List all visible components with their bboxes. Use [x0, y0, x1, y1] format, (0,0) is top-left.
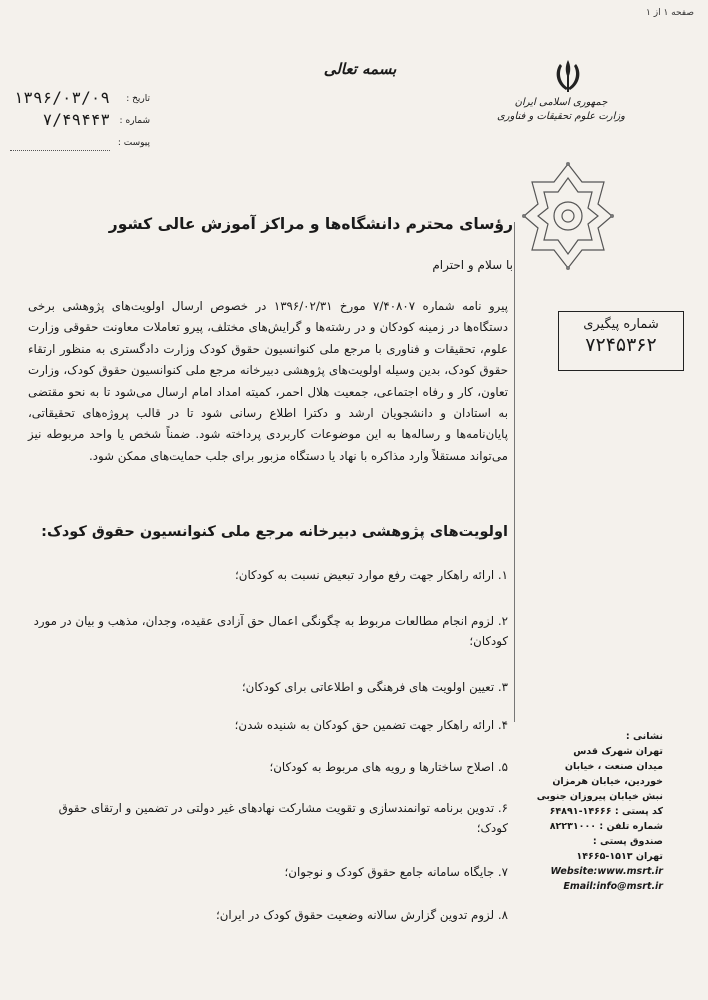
ministry-line-2: وزارت علوم تحقیقات و فناوری: [496, 111, 626, 122]
address-title: نشانی :: [625, 731, 663, 742]
date-value: ۱۳۹۶/۰۳/۰۹: [13, 88, 110, 107]
attachment-line: [10, 150, 110, 151]
vertical-divider: [514, 222, 515, 722]
address-block: [493, 729, 663, 894]
tracking-label: شماره پیگیری: [583, 317, 659, 332]
attachment-row: [10, 134, 150, 156]
address-line: تهران ۱۵۱۳-۱۴۶۶۵: [576, 851, 663, 862]
list-item: ۸. لزوم تدوین گزارش سالانه وضعیت حقوق کودک در ایران؛: [216, 908, 508, 922]
ministry-line-1: جمهوری اسلامی ایران: [514, 97, 608, 108]
date-label: تاریخ :: [126, 94, 150, 104]
priorities-heading: اولویت‌های پژوهشی دبیرخانه مرجع ملی کنوانسیون حقوق کودک:: [41, 524, 508, 540]
number-value: ۷/۴۹۴۴۳: [42, 110, 110, 129]
list-item: ۵. اصلاح ساختارها و رویه های مربوط به کودکان؛: [269, 760, 508, 774]
bismillah: بسمه تعالی: [323, 60, 397, 78]
letter-meta: [10, 90, 150, 156]
list-item: ۲. لزوم انجام مطالعات مربوط به چگونگی اعمال حق آزادی عقیده، وجدان، مذهب و بیان در مورد کودکان؛: [33, 614, 508, 648]
ministry-block: [496, 96, 626, 124]
number-row: [10, 112, 150, 134]
ornament-icon: [520, 160, 616, 272]
greeting: با سلام و احترام: [432, 258, 513, 272]
address-line: شماره تلفن : ۸۲۲۳۱۰۰۰: [549, 821, 663, 832]
list-item: ۴. ارائه راهکار جهت تضمین حق کودکان به شنیده شدن؛: [234, 718, 508, 732]
address-line: میدان صنعت ، خیابان: [564, 761, 663, 772]
website-link[interactable]: Website:www.msrt.ir: [550, 866, 663, 877]
address-line: تهران شهرک قدس: [573, 746, 663, 757]
iran-emblem-icon: [546, 56, 590, 96]
recipient-heading: رؤسای محترم دانشگاه‌ها و مراکز آموزش عالی کشور: [108, 215, 513, 233]
attachment-label: پیوست :: [117, 138, 150, 148]
tracking-box: [558, 311, 684, 371]
address-line: صندوق پستی :: [592, 836, 663, 847]
tracking-number: ۷۲۴۵۳۶۲: [585, 334, 657, 356]
list-item: ۱. ارائه راهکار جهت رفع موارد تبعیض نسبت به کودکان؛: [235, 568, 508, 582]
date-row: [10, 90, 150, 112]
email-link[interactable]: Email:info@msrt.ir: [563, 881, 663, 892]
page-number: صفحه ۱ از ۱: [646, 8, 694, 18]
address-line: خوردین، خیابان هرمزان: [552, 776, 663, 787]
list-item: ۳. تعیین اولویت های فرهنگی و اطلاعاتی برای کودکان؛: [241, 680, 508, 694]
address-line: کد پستی : ۱۴۶۶۶-۶۴۸۹۱: [549, 806, 663, 817]
list-item: ۷. جایگاه سامانه جامع حقوق کودک و نوجوان؛: [284, 865, 508, 879]
letter-body: پیرو نامه شماره ۷/۴۰۸۰۷ مورخ ۱۳۹۶/۰۲/۳۱ در خصوص ارسال اولویت‌های پژوهشی برخی دستگاه‌ها در زمینه کودکان و در رشته‌ها و گرایش‌های مختلف، پیرو تعاملات معاونت حقوقی وزارت علوم، تحقیقات و فناوری با مرجع ملی کنوانسیون حقوق کودک وزارت دادگستری به منظور ارتقاء حقوق کودک، بدین وسیله اولویت‌های پژوهشی دبیرخانه مرجع ملی کنوانسیون حقوق کودک، وزارت تعاون، کار و رفاه اجتماعی، جمعیت هلال احمر، کمیته امداد امام ارسال می‌شود تا به نحو مقتضی به استادان و دانشجویان ارشد و دکترا اطلاع رسانی شود تا در قالب پروژه‌های تحقیقاتی، پایان‌نامه‌ها و رساله‌ها به این موضوعات کاربردی پرداخته شود. ضمناً شخص یا واحد مربوطه نیز می‌تواند مستقلاً وارد مذاکره با نهاد یا دستگاه مزبور برای جلب حمایت‌های ممکن شود.: [28, 299, 509, 463]
list-item: ۶. تدوین برنامه توانمندسازی و تقویت مشارکت نهادهای غیر دولتی در تضمین و ارتقای حقوق کودک؛: [58, 801, 508, 835]
number-label: شماره :: [119, 116, 150, 126]
address-line: نبش خیابان پیروزان جنوبی: [536, 791, 663, 802]
